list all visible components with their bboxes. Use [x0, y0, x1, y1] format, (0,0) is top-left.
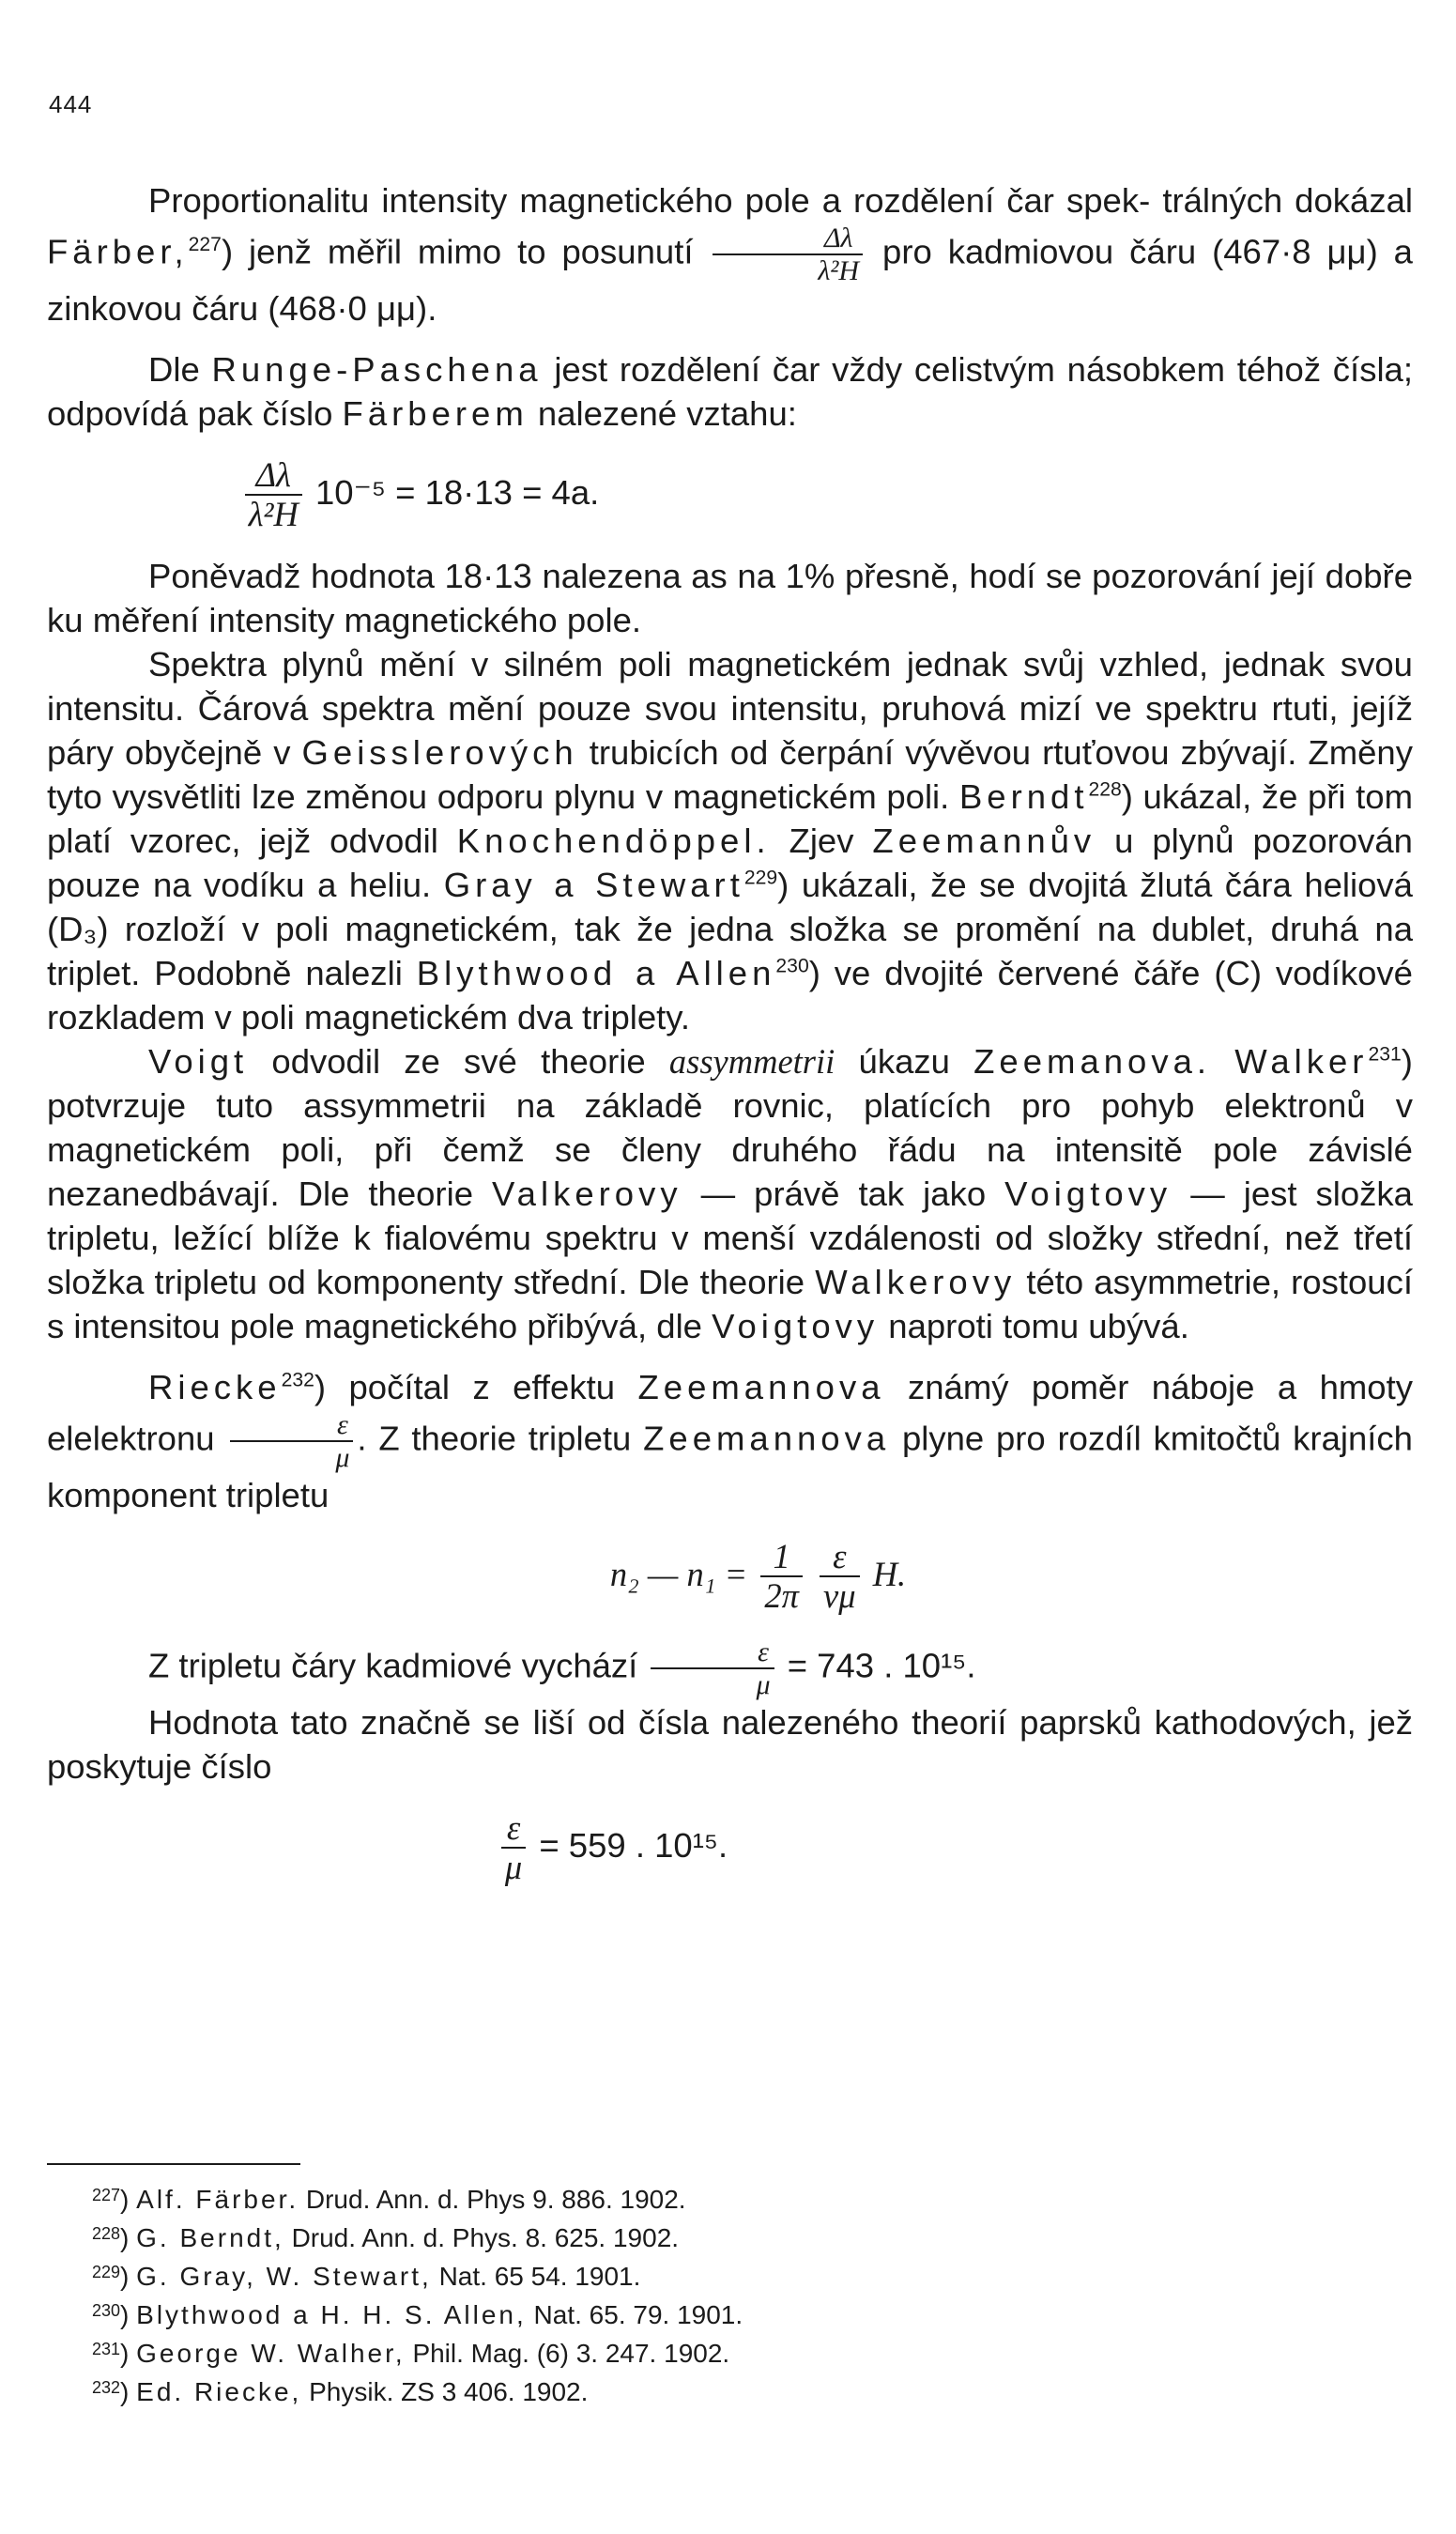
eq2-f2-numerator: ε — [820, 1538, 860, 1577]
p4-text-e: u plynů pozorován pouze na vodíku a heliu. — [47, 822, 1413, 905]
footnote-author: G. Gray, W. Stewart, — [136, 2262, 432, 2291]
p4-text-b: trubicích od čerpání vývěvou rtuťovou zbývají. Změny tyto vysvětliti lze změnou odporu plynu v magnetickém poli. — [47, 733, 1413, 817]
name-berndt: Berndt — [958, 777, 1089, 817]
fraction-numerator: Δλ — [713, 223, 863, 255]
p4-text-f: ) ukázali, že se dvojitá žlutá čára heliová (D₃) rozloží v poli magnetickém, tak že jedna složka se promění na dublet, druhá na triplet. Podobně nalezli — [47, 866, 1413, 993]
name-voigtovy-2: Voigtovy — [712, 1307, 880, 1346]
p2-text-b: jest rozdělení čar vždy celistvým násobkem téhož čísla; odpovídá pak číslo — [47, 350, 1413, 433]
equation-3 — [47, 1809, 1413, 1886]
name-zeemannova-2: Zeemannova — [643, 1419, 891, 1458]
name-farber: Färber, — [47, 232, 189, 271]
p6-fraction — [230, 1409, 353, 1473]
footnote-citation: Nat. 65. 79. 1901. — [533, 2300, 743, 2329]
name-walker: Walker — [1234, 1042, 1369, 1082]
p4-text-a: Spektra plynů mění v silném poli magnetickém jednak svůj vzhled, jednak svou intensitu. Čárová spektra mění pouze svou intensitu, pruhová mizí ve spektru rtuti, jejíž páry obyčejně v — [47, 645, 1413, 773]
paragraph-1 — [47, 178, 1413, 330]
eq2-f1-numerator: 1 — [760, 1538, 803, 1577]
p5-text-c: ) potvrzuje tuto assymmetrii na základě rovnic, platících pro pohyb elektronů v magnetickém poli, při čemž se členy druhého řádu na intensitě pole závislé nezanedbávají. Dle theorie — [47, 1042, 1413, 1214]
footnote-number: 229 — [92, 2263, 121, 2281]
fraction-denominator: λ²H — [818, 255, 860, 286]
eq3-numerator: ε — [501, 1809, 526, 1849]
name-riecke: Riecke — [148, 1368, 282, 1407]
p4-text-c: ) ukázal, že při tom platí vzorec, jejž odvodil — [47, 777, 1413, 861]
footnote-number: 227 — [92, 2186, 121, 2204]
p6-text-b: známý poměr náboje a hmoty elelektronu — [47, 1368, 1413, 1458]
p5-text-d: — právě tak jako — [700, 1175, 987, 1214]
p4-text-g: ) ve dvojité červené čáře (C) vodíkové rozkladem v poli magnetickém dva triplety. — [47, 954, 1413, 1037]
eq2-lhs: n₂ — n₁ = — [609, 1555, 748, 1594]
fraction-delta-lambda — [713, 223, 863, 286]
footnote-citation: Physik. ZS 3 406. 1902. — [309, 2377, 589, 2406]
ref-228: 228 — [1088, 778, 1122, 801]
p7-fraction — [651, 1636, 774, 1700]
p7-fraction-numerator: ε — [651, 1636, 774, 1669]
name-valkerovy: Valkerovy — [492, 1175, 682, 1214]
footnote-231: $^{231}$) George W. Walher, Phil. Mag. (6) 3. 247. 1902. — [92, 2339, 730, 2368]
p6-text-d: plyne pro rozdíl kmitočtů krajních komponent tripletu — [47, 1419, 1413, 1515]
italic-assymmetrii: assymmetrii — [668, 1042, 835, 1082]
name-voigtovy: Voigtovy — [1004, 1175, 1172, 1214]
p1-text-a: trálných dokázal — [1162, 181, 1413, 220]
p6-text-c: . Z theorie tripletu — [357, 1419, 632, 1458]
p2-text-c: nalezené vztahu: — [537, 394, 797, 433]
name-zeemanova: Zeemanova. — [973, 1042, 1212, 1082]
footnote-229: $^{229}$) G. Gray, W. Stewart, Nat. 65 54. 1901. — [92, 2262, 641, 2291]
p4-text-d: Zjev — [789, 822, 854, 861]
footnote-232: $^{232}$) Ed. Riecke, Physik. ZS 3 406. 1902. — [92, 2377, 589, 2406]
footnote-author: Alf. Färber. — [136, 2185, 299, 2214]
eq2-tail: H. — [872, 1555, 907, 1594]
p5-text-a: odvodil ze své theorie — [271, 1042, 646, 1082]
footnote-rule — [47, 2163, 300, 2165]
p1-text-b: ) jenž měřil mimo to posunutí — [221, 232, 694, 271]
eq1-fraction — [245, 456, 302, 533]
paragraph-6 — [47, 1365, 1413, 1517]
paragraph-8: Hodnota tato značně se liší od čísla nalezeného theorií paprsků kathodových, jež poskytuje číslo — [47, 1702, 1413, 1786]
name-blythwood-allen: Blythwood a Allen — [416, 954, 776, 993]
p6-fraction-denominator: μ — [335, 1442, 350, 1474]
eq1-rest: 10⁻⁵ = 18·13 = 4a. — [314, 472, 600, 512]
footnote-230: $^{230}$) Blythwood a H. H. S. Allen, Nat. 65. 79. 1901. — [92, 2300, 743, 2329]
p5-text-e: — jest složka tripletu, ležící blíže k fialovému spektru v menší vzdálenosti od složky střední, než třetí složka tripletu od komponenty střední. Dle theorie — [47, 1175, 1413, 1302]
footnote-author: Ed. Riecke, — [136, 2377, 302, 2406]
paragraph-4 — [47, 642, 1413, 1039]
footnote-author: Blythwood a H. H. S. Allen, — [136, 2300, 527, 2329]
footnote-228: $^{228}$) G. Berndt, Drud. Ann. d. Phys. 8. 625. 1902. — [92, 2223, 680, 2252]
name-knochendoppel: Knochendöppel. — [456, 822, 771, 861]
eq3-rest: = 559 . 10¹⁵. — [539, 1825, 728, 1865]
footnote-227: $^{227}$) Alf. Färber. Drud. Ann. d. Phys 9. 886. 1902. — [92, 2185, 686, 2214]
footnote-number: 232 — [92, 2378, 121, 2397]
footnote-author: George W. Walher, — [136, 2339, 406, 2368]
paragraph-2 — [47, 347, 1413, 436]
page-body — [47, 178, 1413, 1907]
p5-text-g: naproti tomu ubývá. — [888, 1307, 1189, 1346]
paragraph-5 — [47, 1039, 1413, 1348]
footnote-author: G. Berndt, — [136, 2223, 284, 2252]
footnote-citation: Nat. 65 54. 1901. — [438, 2262, 641, 2291]
p5-text-f: této asymmetrie, rostoucí s intensitou pole magnetického přibývá, dle — [47, 1263, 1413, 1346]
ref-229: 229 — [743, 867, 778, 889]
eq2-fraction-1 — [760, 1538, 803, 1615]
footnote-number: 231 — [92, 2340, 121, 2358]
eq3-fraction — [501, 1809, 526, 1886]
page-number: 444 — [49, 90, 93, 118]
name-runge-paschen: Runge-Paschena — [211, 350, 543, 389]
footnotes — [92, 2178, 1218, 2409]
name-zeemannova: Zeemannova — [637, 1368, 885, 1407]
eq2-f1-denominator: 2π — [764, 1576, 799, 1616]
name-voigt: Voigt — [148, 1042, 249, 1082]
p5-text-b: úkazu — [858, 1042, 950, 1082]
p7-text-a: Z tripletu čáry kadmiové vychází — [148, 1646, 638, 1685]
p2-text-a: Dle — [148, 350, 200, 389]
eq3-denominator: μ — [504, 1847, 523, 1886]
equation-2 — [47, 1538, 1413, 1615]
name-walkerovy: Walkerovy — [815, 1263, 1017, 1302]
p6-fraction-numerator: ε — [230, 1409, 353, 1442]
eq2-fraction-2 — [820, 1538, 860, 1615]
p1-line1: Proportionalitu intensity magnetického pole a rozdělení čar spek- — [148, 181, 1151, 220]
name-zeemann: Zeemannův — [872, 822, 1096, 861]
footnote-number: 230 — [92, 2301, 121, 2320]
footnote-citation: Drud. Ann. d. Phys 9. 886. 1902. — [305, 2185, 686, 2214]
p6-text-a: ) počítal z effektu — [314, 1368, 616, 1407]
p1-text-c: pro — [882, 232, 932, 271]
eq1-denominator: λ²H — [248, 495, 299, 534]
name-farberem: Färberem — [342, 394, 529, 433]
equation-1 — [47, 456, 1413, 533]
p7-fraction-denominator: μ — [756, 1668, 771, 1700]
ref-231: 231 — [1368, 1043, 1402, 1066]
eq1-numerator: Δλ — [245, 456, 302, 496]
footnote-citation: Drud. Ann. d. Phys. 8. 625. 1902. — [291, 2223, 680, 2252]
ref-232: 232 — [281, 1369, 314, 1391]
paragraph-7 — [47, 1636, 1413, 1700]
paragraph-3: Poněvadž hodnota 18·13 nalezena as na 1% přesně, hodí se pozorování její dobře ku měření intensity magnetického pole. — [47, 557, 1413, 640]
ref-230: 230 — [775, 955, 809, 977]
footnote-number: 228 — [92, 2224, 121, 2243]
p1-line3: kadmiovou čáru (467·8 μμ) a zinkovou čáru (468·0 μμ). — [47, 232, 1413, 328]
name-gray-stewart: Gray a Stewart — [443, 866, 744, 905]
ref-227: 227 — [188, 233, 222, 255]
name-geissler: Geisslerových — [301, 733, 578, 773]
p7-text-b: = 743 . 10¹⁵. — [787, 1646, 976, 1685]
eq2-f2-denominator: vμ — [823, 1576, 856, 1616]
footnote-citation: Phil. Mag. (6) 3. 247. 1902. — [412, 2339, 730, 2368]
